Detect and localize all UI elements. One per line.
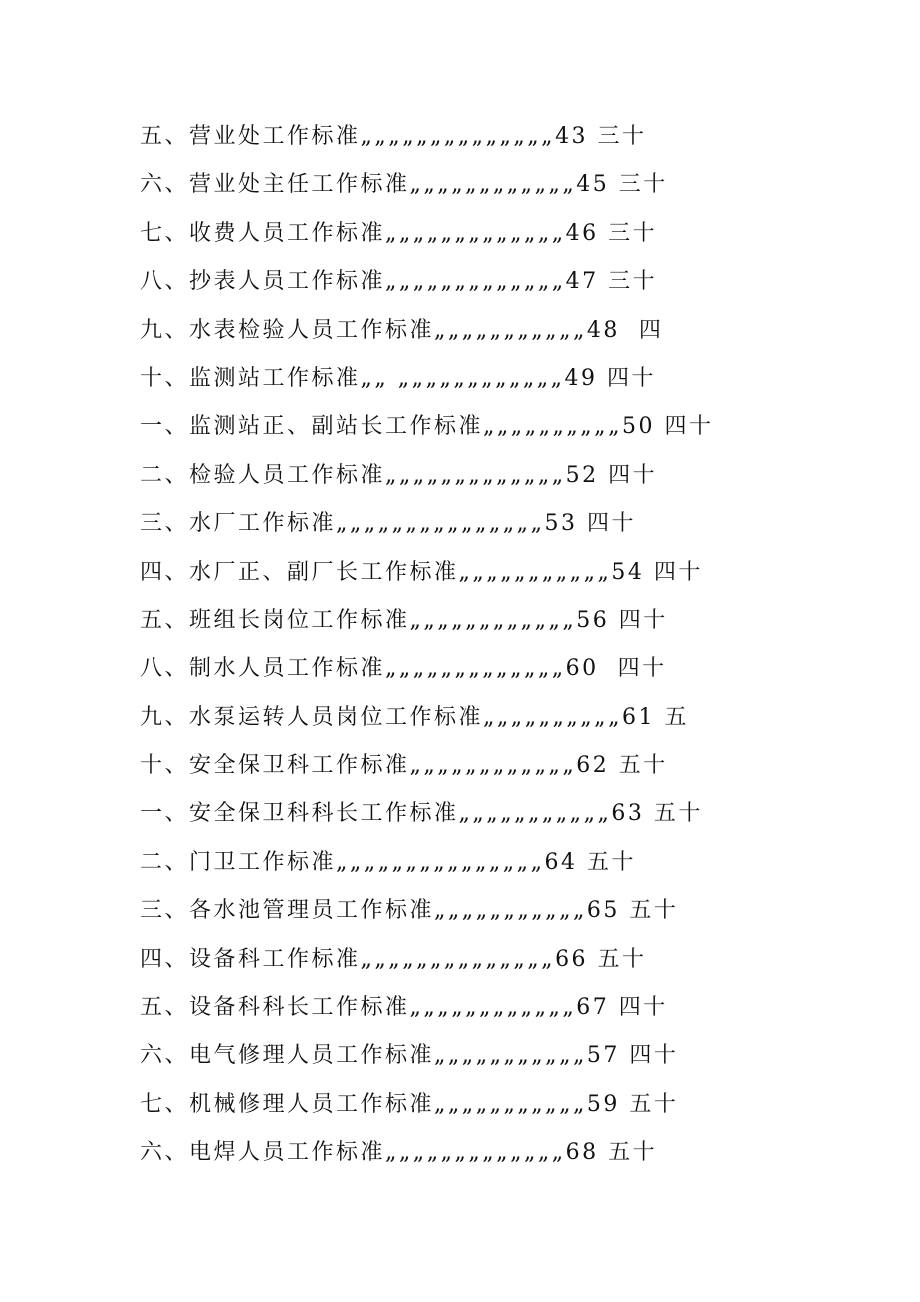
toc-entry: 六、电气修理人员工作标准„„„„„„„„„„„57 四十	[140, 1043, 679, 1069]
toc-entry: 四、设备科工作标准„„„„„„„„„„„„„„66 五十	[140, 946, 647, 972]
toc-entry: 四、水厂正、副厂长工作标准„„„„„„„„„„„54 四十	[140, 559, 703, 585]
toc-entry: 十、安全保卫科工作标准„„„„„„„„„„„„62 五十	[140, 753, 668, 779]
toc-entry: 二、检验人员工作标准„„„„„„„„„„„„„52 四十	[140, 462, 658, 488]
toc-entry: 七、收费人员工作标准„„„„„„„„„„„„„46 三十	[140, 220, 658, 246]
toc-entry: 三、水厂工作标准„„„„„„„„„„„„„„„53 四十	[140, 511, 636, 537]
toc-entry: 五、班组长岗位工作标准„„„„„„„„„„„„56 四十	[140, 607, 668, 633]
toc-entry: 一、监测站正、副站长工作标准„„„„„„„„„„50 四十	[140, 414, 714, 440]
toc-entry: 九、水泵运转人员岗位工作标准„„„„„„„„„„61 五	[140, 704, 689, 730]
toc-entry: 六、营业处主任工作标准„„„„„„„„„„„„45 三十	[140, 172, 668, 198]
toc-entry: 五、营业处工作标准„„„„„„„„„„„„„„43 三十	[140, 124, 647, 149]
toc-entry: 九、水表检验人员工作标准„„„„„„„„„„„48 四	[140, 317, 664, 343]
toc-entry: 一、安全保卫科科长工作标准„„„„„„„„„„„63 五十	[140, 801, 703, 827]
toc-entry: 六、电焊人员工作标准„„„„„„„„„„„„„68 五十	[140, 1140, 658, 1166]
toc-entry: 八、抄表人员工作标准„„„„„„„„„„„„„47 三十	[140, 269, 658, 295]
toc-entry: 七、机械修理人员工作标准„„„„„„„„„„„59 五十	[140, 1091, 679, 1117]
toc-entry: 二、门卫工作标准„„„„„„„„„„„„„„„64 五十	[140, 849, 636, 875]
table-of-contents	[140, 113, 860, 1178]
toc-entry: 八、制水人员工作标准„„„„„„„„„„„„„60 四十	[140, 656, 667, 682]
toc-entry: 三、各水池管理员工作标准„„„„„„„„„„„65 五十	[140, 898, 679, 924]
toc-entry: 五、设备科科长工作标准„„„„„„„„„„„„67 四十	[140, 995, 668, 1021]
toc-entry: 十、监测站工作标准„„ „„„„„„„„„„„„49 四十	[140, 365, 657, 391]
